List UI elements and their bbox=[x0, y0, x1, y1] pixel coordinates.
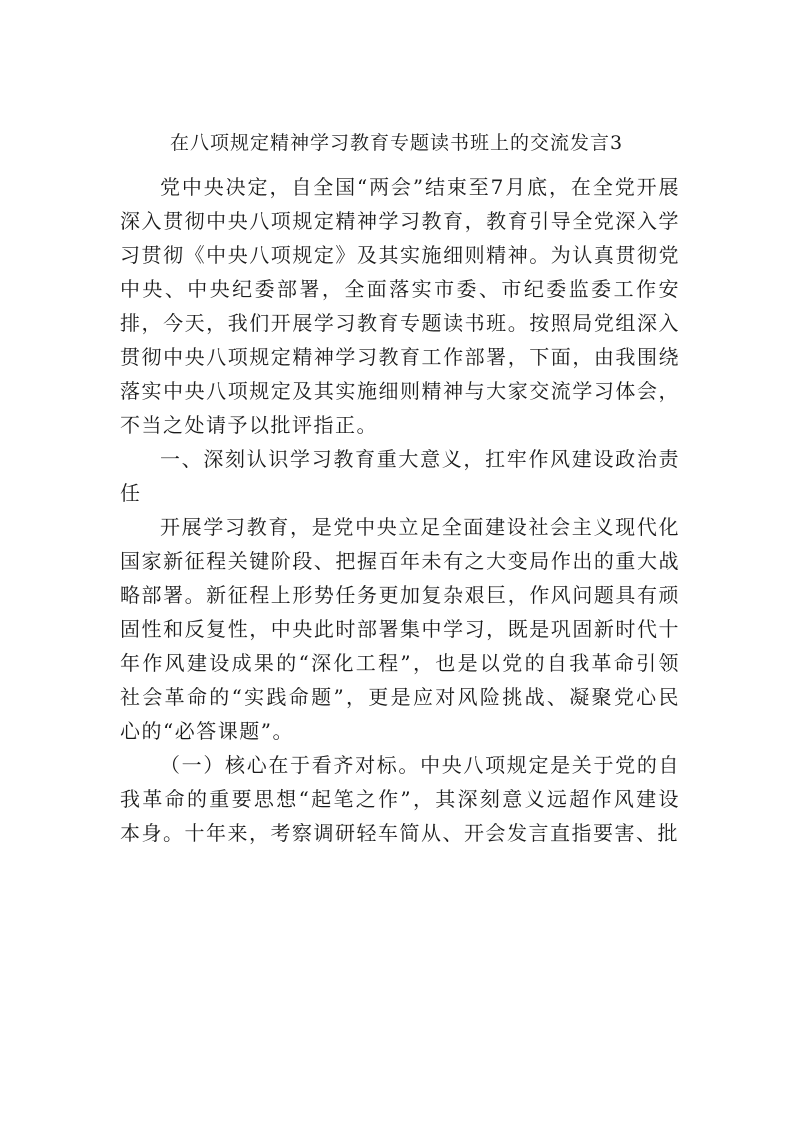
section-heading-1: 一、深刻认识学习教育重大意义，扛牢作风建设政治责任 bbox=[120, 447, 680, 505]
paragraph-subpoint-1: （一）核心在于看齐对标。中央八项规定是关于党的自我革命的重要思想“起笔之作”，其深刻意义远超作风建设本身。十年来，考察调研轻车简从、开会发言直指要害、批 bbox=[120, 753, 680, 845]
document-body bbox=[120, 170, 680, 850]
paragraph-significance: 开展学习教育，是党中央立足全面建设社会主义现代化国家新征程关键阶段、把握百年未有之大变局作出的重大战略部署。新征程上形势任务更加复杂艰巨，作风问题具有顽固性和反复性，中央此时部署集中学习，既是巩固新时代十年作风建设成果的“深化工程”，也是以党的自我革命引领社会革命的“实践命题”，更是应对风险挑战、凝聚党心民心的“必答课题”。 bbox=[120, 515, 680, 743]
paragraph-intro: 党中央决定，自全国“两会”结束至7月底，在全党开展深入贯彻中央八项规定精神学习教育，教育引导全党深入学习贯彻《中央八项规定》及其实施细则精神。为认真贯彻党中央、中央纪委部署，全面落实市委、市纪委监委工作安排，今天，我们开展学习教育专题读书班。按照局党组深入贯彻中央八项规定精神学习教育工作部署，下面，由我围绕落实中央八项规定及其实施细则精神与大家交流学习体会，不当之处请予以批评指正。 bbox=[120, 175, 680, 437]
document-title: 在八项规定精神学习教育专题读书班上的交流发言3 bbox=[169, 132, 624, 154]
